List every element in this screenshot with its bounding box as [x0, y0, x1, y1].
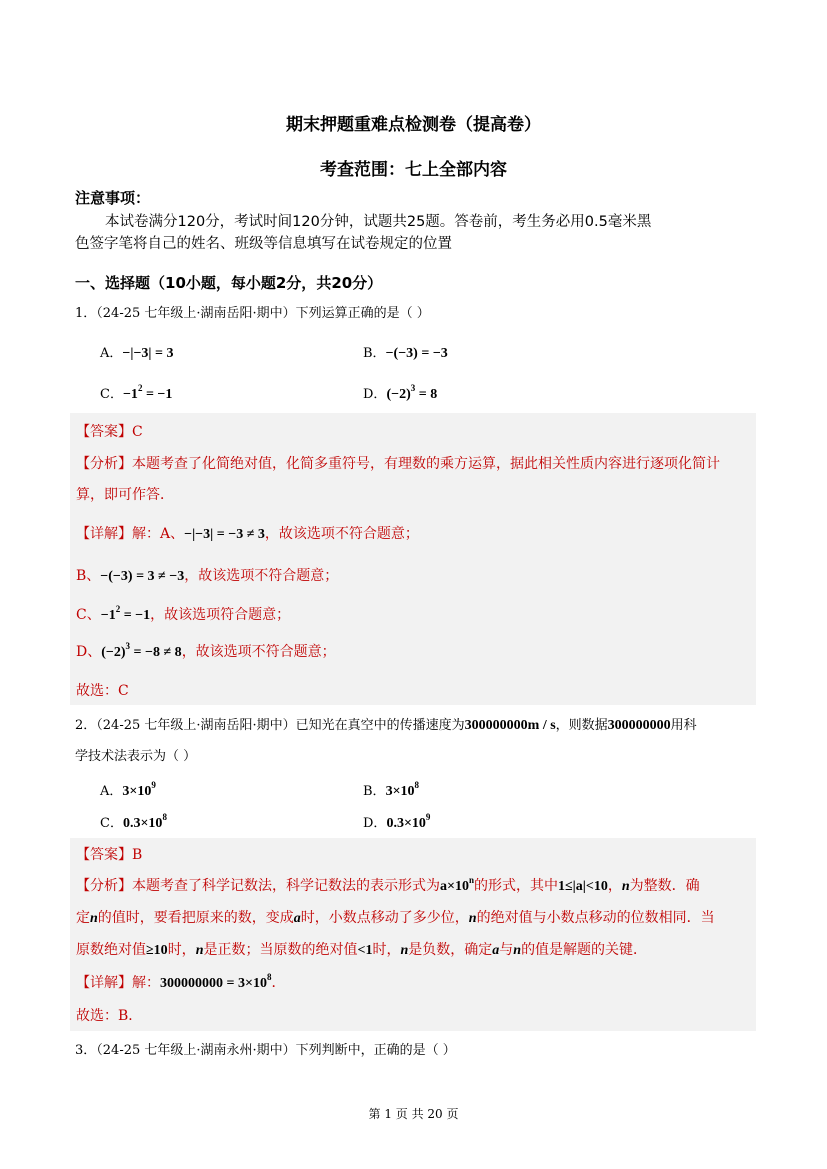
detail-prefix: 【详解】解：A、 — [76, 526, 185, 542]
detail-rest: = −1 — [120, 608, 151, 623]
option-label: D． — [363, 816, 387, 831]
q2-option-d — [363, 812, 430, 832]
detail-sup: 3 — [125, 641, 131, 651]
analysis-expr: ≥10 — [146, 943, 168, 958]
stem-expr: 300000000m / s — [464, 718, 556, 733]
q1-detail-c — [76, 604, 290, 624]
detail-rest: = −8 ≠ 8 — [130, 645, 182, 660]
option-base: 3×10 — [385, 784, 415, 799]
detail-prefix: 【详解】解： — [76, 975, 160, 991]
option-base: 0.3×10 — [386, 816, 426, 831]
option-label: C． — [100, 387, 123, 402]
q1-answer: 【答案】C — [76, 424, 143, 440]
section-heading-multiple-choice: 一、选择题（10小题，每小题2分，共20分） — [75, 274, 383, 292]
option-label: A． — [100, 784, 123, 799]
option-sup: 8 — [414, 780, 420, 790]
q1-detail-a — [76, 523, 419, 543]
expr-rest: = −1 — [142, 387, 173, 402]
q1-option-d — [363, 383, 437, 403]
q2-analysis-line-3 — [76, 939, 647, 959]
analysis-text: 【分析】本题考查了科学记数法，科学记数法的表示形式为 — [76, 878, 440, 894]
analysis-expr: 1≤|a|<10 — [558, 879, 608, 894]
notice-line-2: 色签字笔将自己的姓名、班级等信息填写在试卷规定的位置 — [75, 236, 452, 252]
option-expr: −|−3| = 3 — [122, 346, 174, 361]
q1-detail-d — [76, 641, 336, 661]
expr-rest: = 8 — [415, 387, 438, 402]
stem-expr: 300000000 — [607, 718, 671, 733]
q2-option-b — [363, 780, 419, 800]
analysis-var: a — [293, 911, 301, 926]
option-label: B． — [363, 346, 386, 361]
analysis-var: n — [621, 879, 630, 894]
stem-text: ，则数据 — [555, 718, 608, 733]
detail-prefix: C、 — [76, 607, 101, 623]
analysis-text: 时， — [372, 942, 401, 958]
analysis-var: n — [513, 943, 522, 958]
analysis-var: n — [468, 911, 477, 926]
detail-end: ． — [271, 975, 286, 991]
analysis-text: 的值是解题的关键． — [521, 942, 648, 958]
page-title: 期末押题重难点检测卷（提高卷） — [286, 115, 541, 135]
option-label: D． — [363, 387, 387, 402]
analysis-text: 的绝对值与小数点移动的位数相同．当 — [476, 910, 715, 926]
q1-choice: 故选：C — [76, 683, 129, 699]
detail-sup: 8 — [266, 972, 272, 982]
analysis-text: 原数绝对值 — [76, 942, 146, 958]
q1-option-b — [363, 342, 448, 362]
analysis-text: 为整数．确 — [629, 878, 700, 894]
analysis-var: a — [492, 943, 500, 958]
detail-expr: 300000000 = 3×10 — [160, 976, 267, 991]
option-sup: 8 — [162, 812, 167, 822]
detail-prefix: D、 — [76, 644, 102, 660]
q2-choice: 故选：B． — [76, 1008, 143, 1024]
expr-sup: 3 — [410, 383, 416, 393]
question-2-stem-line-2: 学技术法表示为（ ） — [75, 749, 197, 764]
analysis-var: n — [195, 943, 204, 958]
q2-answer: 【答案】B — [76, 847, 143, 863]
analysis-expr: <1 — [357, 943, 373, 958]
detail-text: ，故该选项不符合题意； — [184, 568, 339, 584]
q2-option-c — [100, 812, 167, 832]
q1-detail-b — [76, 565, 338, 585]
analysis-text: 时， — [167, 942, 196, 958]
q1-analysis-line-1: 【分析】本题考查了化简绝对值，化简多重符号，有理数的乘方运算，据此相关性质内容进行逐项化简计 — [76, 456, 720, 472]
detail-expr: −|−3| = −3 ≠ 3 — [184, 527, 265, 542]
page-footer: 第 1 页 共 20 页 — [368, 1107, 459, 1121]
notice-heading: 注意事项： — [75, 189, 151, 207]
option-label: A． — [100, 346, 123, 361]
detail-base: (−2) — [101, 645, 126, 660]
option-base: 3×10 — [122, 784, 152, 799]
question-2-stem-line-1 — [75, 714, 697, 734]
analysis-text: 是正数；当原数的绝对值 — [203, 942, 358, 958]
question-3-stem: 3．（24-25 七年级上·湖南永州·期中）下列判断中，正确的是（ ） — [75, 1043, 456, 1058]
analysis-text: 定 — [76, 910, 90, 926]
expr-base: −1 — [122, 387, 138, 402]
analysis-expr: a×10 — [440, 879, 469, 894]
option-label: B． — [363, 784, 386, 799]
notice-line-1: 本试卷满分120分，考试时间120分钟，试题共25题。答卷前，考生务必用0.5毫米黑 — [105, 214, 652, 230]
expr-base: (−2) — [386, 387, 411, 402]
detail-expr: −(−3) = 3 ≠ −3 — [100, 569, 185, 584]
analysis-text: ， — [607, 878, 622, 894]
q1-analysis-line-2: 算，即可作答． — [76, 487, 174, 503]
analysis-text: 是负数，确定 — [408, 942, 493, 958]
stem-text: 用科 — [670, 718, 697, 733]
option-sup: 9 — [425, 812, 431, 822]
analysis-text: 时，小数点移动了多少位， — [300, 910, 469, 926]
q2-solution-box — [70, 838, 756, 1031]
detail-base: −1 — [100, 608, 116, 623]
detail-sup: 2 — [115, 604, 121, 614]
option-expr: −(−3) = −3 — [385, 346, 448, 361]
stem-text: 2．（24-25 七年级上·湖南岳阳·期中）已知光在真空中的传播速度为 — [75, 718, 465, 733]
detail-text: ，故该选项符合题意； — [150, 607, 291, 623]
analysis-text: 与 — [499, 942, 514, 958]
detail-text: ，故该选项不符合题意； — [264, 526, 419, 542]
analysis-var: n — [90, 911, 98, 926]
exam-scope: 考查范围：七上全部内容 — [320, 160, 507, 180]
option-base: 0.3×10 — [122, 816, 163, 831]
q2-analysis-line-1 — [76, 875, 700, 895]
detail-prefix: B、 — [76, 568, 101, 584]
q2-option-a — [100, 780, 156, 800]
option-sup: 9 — [151, 780, 156, 790]
analysis-text: 的值时，要看把原来的数，变成 — [97, 910, 294, 926]
q2-detail — [76, 972, 285, 992]
q2-analysis-line-2 — [76, 907, 715, 927]
analysis-var: n — [400, 943, 409, 958]
question-1-stem: 1．（24-25 七年级上·湖南岳阳·期中）下列运算正确的是（ ） — [75, 306, 430, 321]
detail-text: ，故该选项不符合题意； — [181, 644, 336, 660]
analysis-sup: n — [468, 875, 474, 885]
option-label: C． — [100, 816, 123, 831]
q1-option-a — [100, 342, 174, 362]
q1-option-c — [100, 383, 172, 403]
expr-sup: 2 — [137, 383, 143, 393]
analysis-text: 的形式，其中 — [474, 878, 558, 894]
